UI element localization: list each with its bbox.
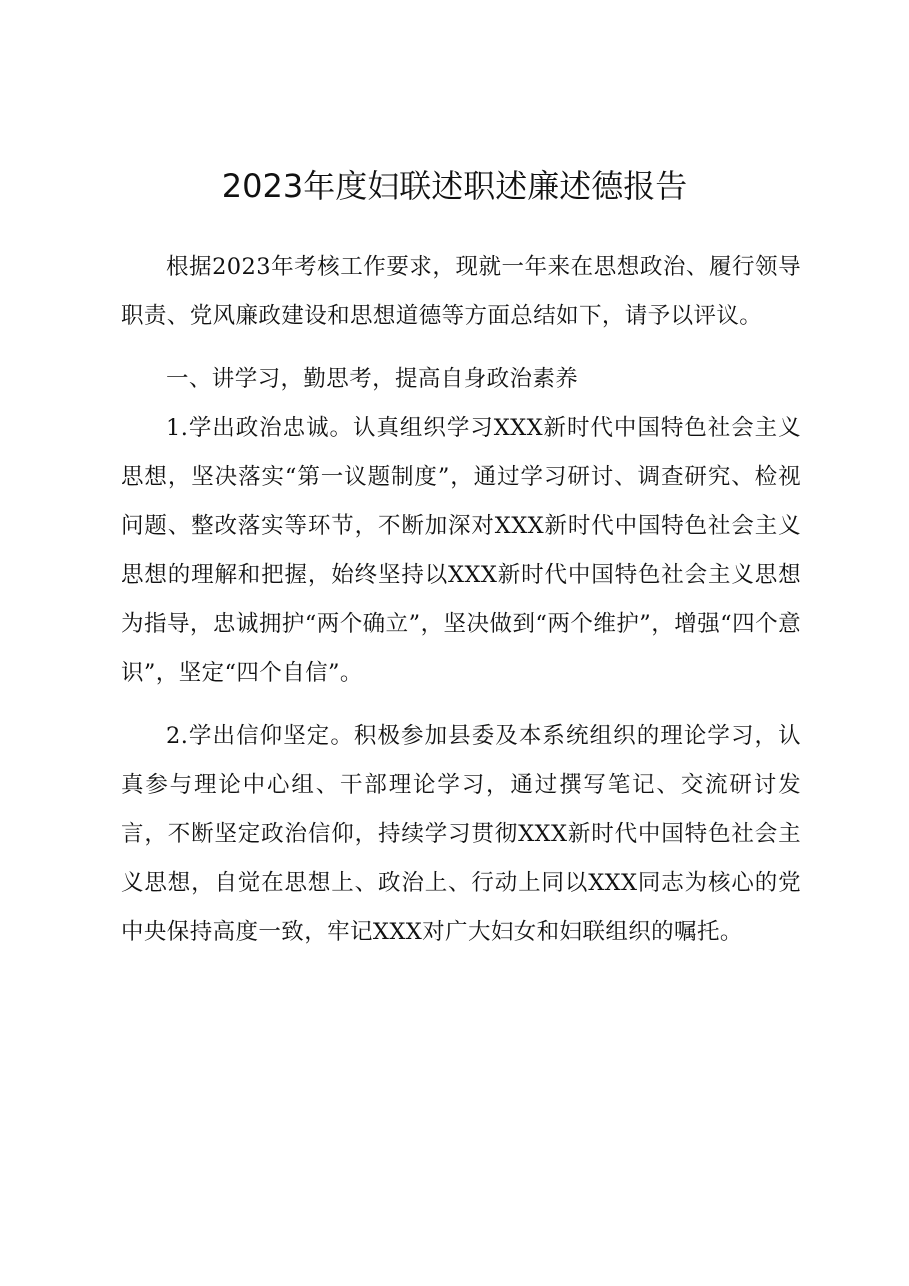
body-paragraph-2: 2.学出信仰坚定。积极参加县委及本系统组织的理论学习，认真参与理论中心组、干部理论学习，通过撰写笔记、交流研讨发言，不断坚定政治信仰，持续学习贯彻XXX新时代中国特色社会主义思想，自觉在思想上、政治上、行动上同以XXX同志为核心的党中央保持高度一致，牢记XXX对广大妇女和妇联组织的嘱托。 xyxy=(121,723,801,945)
body-paragraph-1: 1.学出政治忠诚。认真组织学习XXX新时代中国特色社会主义思想，坚决落实“第一议题制度”，通过学习研讨、调查研究、检视问题、整改落实等环节，不断加深对XXX新时代中国特色社会主义思想的理解和把握，始终坚持以XXX新时代中国特色社会主义思想为指导，忠诚拥护“两个确立”，坚决做到“两个维护”，增强“四个意识”，坚定“四个自信”。 xyxy=(121,415,801,686)
intro-paragraph: 根据2023年考核工作要求，现就一年来在思想政治、履行领导职责、党风廉政建设和思想道德等方面总结如下，请予以评议。 xyxy=(121,254,801,329)
document-title: 2023年度妇联述职述廉述德报告 xyxy=(221,167,688,205)
section-heading: 一、讲学习，勤思考，提高自身政治素养 xyxy=(166,366,579,392)
document-body xyxy=(121,243,801,957)
